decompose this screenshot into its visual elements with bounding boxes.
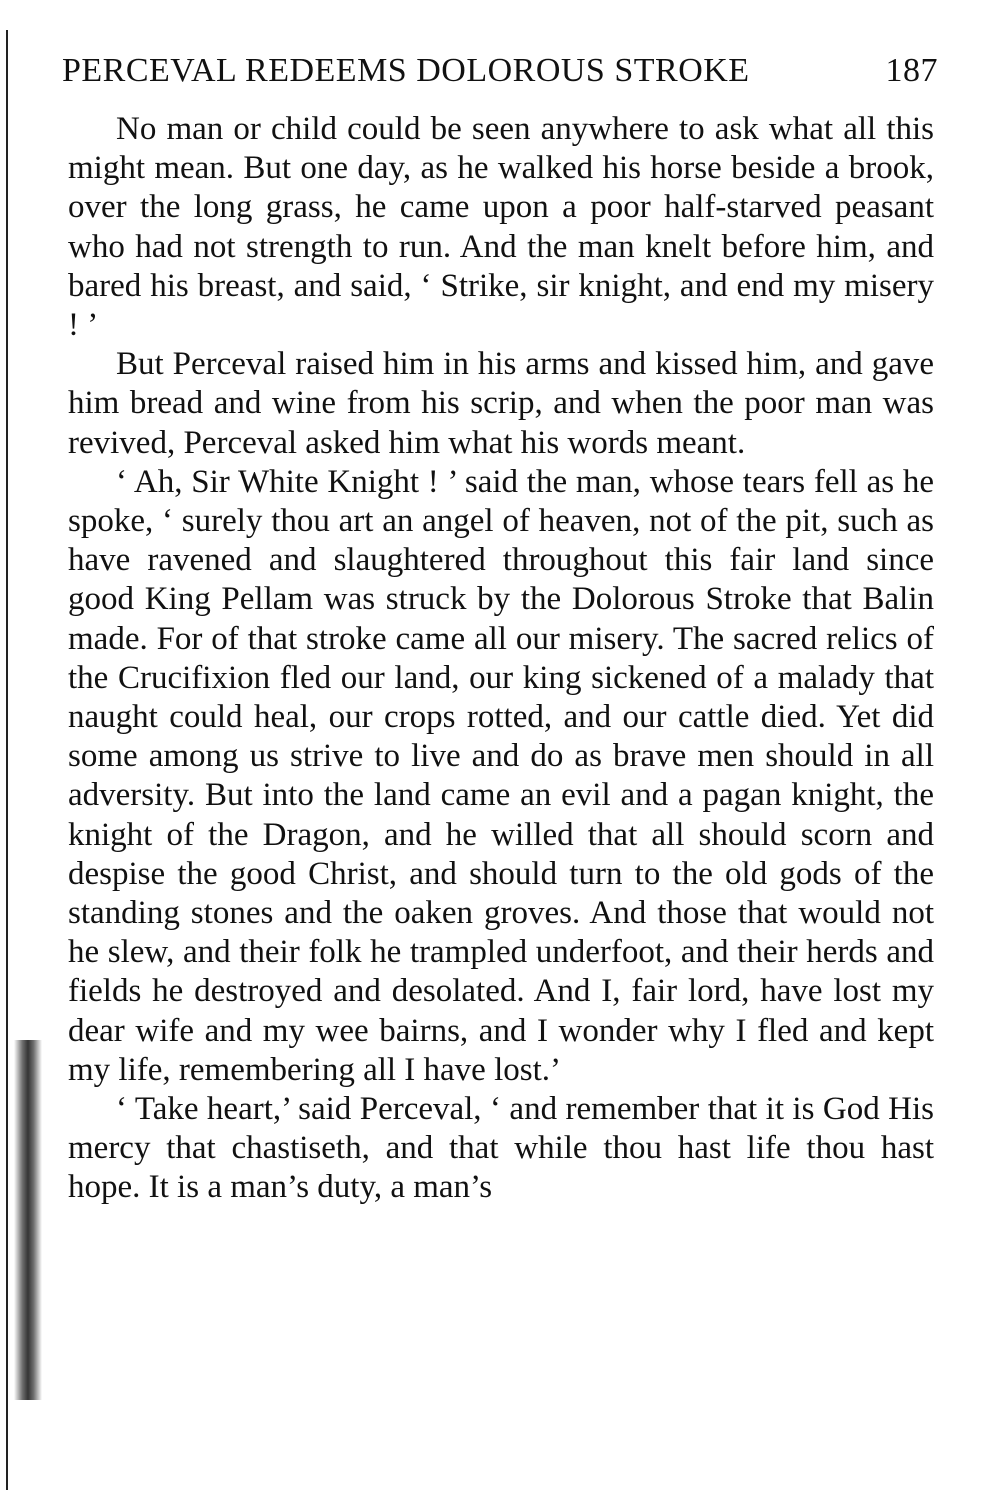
page-edge-rule (6, 30, 8, 1490)
binding-shadow (14, 1040, 42, 1400)
body-text (68, 110, 934, 1208)
paragraph: No man or child could be seen anywhere to ask what all this might mean. But one day, as he walked his horse beside a brook, over the long grass, he came upon a poor half-starved peasant who had not strength to run. And the man knelt before him, and bared his breast, and said, ‘ Strike, sir knight, and end my misery ! ’ (68, 111, 934, 344)
running-header (62, 52, 938, 96)
paragraph: But Perceval raised him in his arms and kissed him, and gave him bread and wine from his scrip, and when the poor man was revived, Perceval asked him what his words meant. (68, 346, 934, 461)
paragraph: ‘ Take heart,’ said Perceval, ‘ and remember that it is God His mercy that chastiseth, and that while thou hast life thou hast hope. It is a man’s duty, a man’s (68, 1091, 934, 1206)
page-number: 187 (885, 52, 938, 89)
paragraph: ‘ Ah, Sir White Knight ! ’ said the man, whose tears fell as he spoke, ‘ surely thou art an angel of heaven, not of the pit, such as have ravened and slaughtered throughout this fair land since good King Pellam was struck by the Dolorous Stroke that Balin made. For of that stroke came all our misery. The sacred relics of the Crucifixion fled our land, our king sickened of a malady that naught could heal, our crops rotted, and our cattle died. Yet did some among us strive to live and do as brave men should in all adversity. But into the land came an evil and a pagan knight, the knight of the Dragon, and he willed that all should scorn and despise the good Christ, and should turn to the old gods of the standing stones and the oaken groves. And those that would not he slew, and their folk he trampled underfoot, and their herds and fields he destroyed and desolated. And I, fair lord, have lost my dear wife and my wee bairns, and I wonder why I fled and kept my life, remembering all I have lost.’ (68, 463, 934, 1088)
running-title: PERCEVAL REDEEMS DOLOROUS STROKE (62, 52, 750, 89)
